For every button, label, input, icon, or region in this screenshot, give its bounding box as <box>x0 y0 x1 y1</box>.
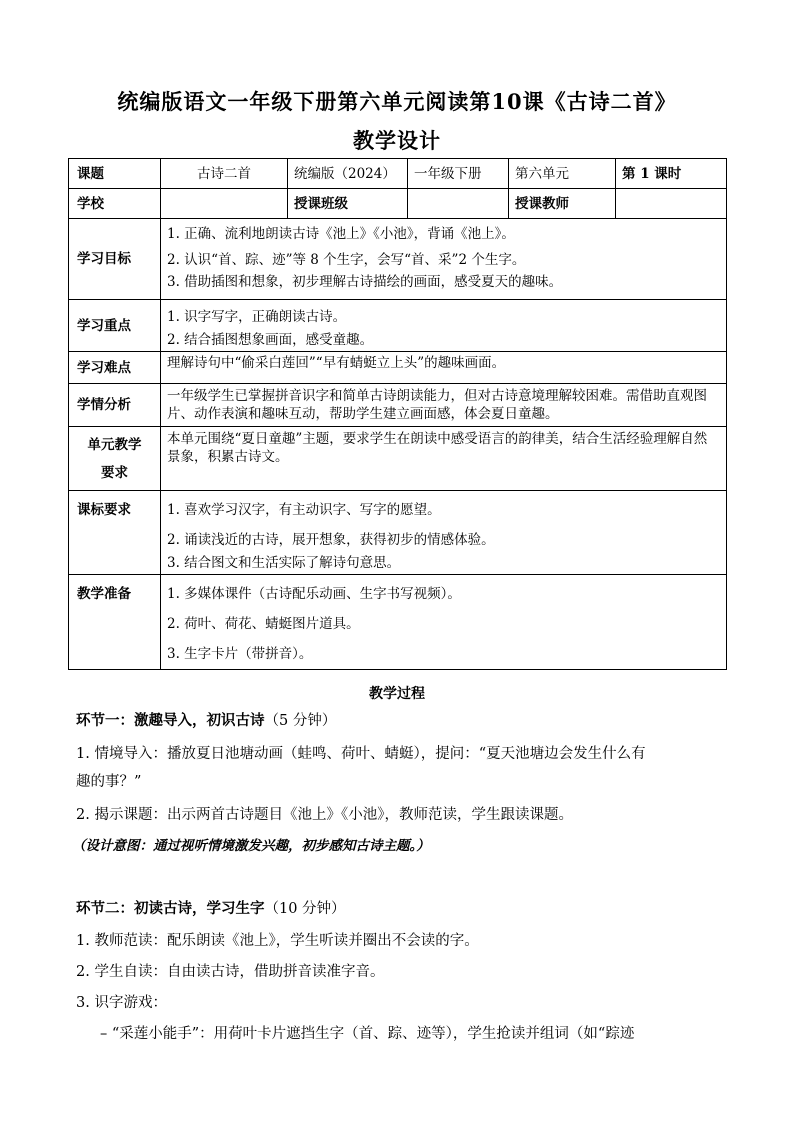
list-item: 2. 认识“首、踪、迹”等 8 个生字，会写“首、采”2 个生字。 <box>167 252 526 268</box>
paragraph: 2. 学生自读：自由读古诗，借助拼音读准字音。 <box>76 964 385 980</box>
process-heading: 教学过程 <box>369 686 425 702</box>
table-row <box>69 491 727 575</box>
section-two-heading: 环节二：初读古诗，学习生字（10 分钟） <box>76 900 346 917</box>
class-value <box>408 189 509 219</box>
unit-value: 第六单元 <box>509 159 616 189</box>
lesson-info-table <box>68 158 727 670</box>
teacher-value <box>616 189 727 219</box>
class-label: 授课班级 <box>288 189 408 219</box>
difficulty-content: 理解诗句中“偷采白莲回”“早有蜻蜓立上头”的趣味画面。 <box>161 352 727 384</box>
topic-label: 课题 <box>69 159 161 189</box>
document-title: 统编版语文一年级下册第六单元阅读第10课《古诗二首》 <box>117 89 677 114</box>
paragraph: 2. 揭示课题：出示两首古诗题目《池上》《小池》，教师范读，学生跟读课题。 <box>76 807 573 823</box>
design-note: （设计意图：通过视听情境激发兴趣，初步感知古诗主题。） <box>72 838 430 854</box>
paragraph: 趣的事？” <box>76 774 142 790</box>
table-row <box>69 427 727 491</box>
edition-value: 统编版（2024） <box>288 159 408 189</box>
topic-value: 古诗二首 <box>161 159 288 189</box>
unit-req-content: 本单元围绕“夏日童趣”主题，要求学生在朗读中感受语言的韵律美，结合生活经验理解自然景象，积累古诗文。 <box>161 427 727 491</box>
table-row <box>69 189 727 219</box>
teacher-label: 授课教师 <box>509 189 616 219</box>
school-value <box>161 189 288 219</box>
table-row <box>69 219 727 300</box>
paragraph: – “采莲小能手”：用荷叶卡片遮挡生字（首、踪、迹等），学生抢读并组词（如“踪迹 <box>100 1026 635 1042</box>
standard-content <box>161 491 727 575</box>
table-row <box>69 300 727 352</box>
document-subtitle: 教学设计 <box>353 128 441 153</box>
goals-content <box>161 219 727 300</box>
table-row <box>69 575 727 670</box>
list-item: 2. 荷叶、荷花、蜻蜓图片道具。 <box>167 616 360 632</box>
list-item: 2. 诵读浅近的古诗，展开想象，获得初步的情感体验。 <box>167 532 495 548</box>
paragraph: 1. 情境导入：播放夏日池塘动画（蛙鸣、荷叶、蜻蜓），提问：“夏天池塘边会发生什么有 <box>76 746 646 762</box>
table-row <box>69 352 727 384</box>
analysis-label: 学情分析 <box>69 384 161 427</box>
key-content <box>161 300 727 352</box>
key-label: 学习重点 <box>69 300 161 352</box>
list-item: 1. 正确、流利地朗读古诗《池上》《小池》，背诵《池上》。 <box>167 226 515 242</box>
list-item: 2. 结合插图想象画面，感受童趣。 <box>167 332 374 348</box>
standard-label: 课标要求 <box>69 491 161 575</box>
list-item: 3. 结合图文和生活实际了解诗句意思。 <box>167 555 401 571</box>
prep-label: 教学准备 <box>69 575 161 670</box>
grade-value: 一年级下册 <box>408 159 509 189</box>
table-row <box>69 159 727 189</box>
list-item: 3. 借助插图和想象，初步理解古诗描绘的画面，感受夏天的趣味。 <box>167 274 563 290</box>
list-item: 1. 喜欢学习汉字，有主动识字、写字的愿望。 <box>167 502 441 518</box>
period-value: 第 1 课时 <box>616 159 727 189</box>
school-label: 学校 <box>69 189 161 219</box>
goals-label: 学习目标 <box>69 219 161 300</box>
section-one-heading: 环节一：激趣导入，初识古诗（5 分钟） <box>76 712 337 729</box>
list-item: 1. 多媒体课件（古诗配乐动画、生字书写视频）。 <box>167 586 461 602</box>
unit-req-label: 单元教学 要求 <box>69 427 161 491</box>
table-row <box>69 384 727 427</box>
paragraph: 3. 识字游戏： <box>76 995 167 1011</box>
prep-content <box>161 575 727 670</box>
analysis-content: 一年级学生已掌握拼音识字和简单古诗朗读能力，但对古诗意境理解较困难。需借助直观图片、动作表演和趣味互动，帮助学生建立画面感，体会夏日童趣。 <box>161 384 727 427</box>
paragraph: 1. 教师范读：配乐朗读《池上》，学生听读并圈出不会读的字。 <box>76 933 479 949</box>
difficulty-label: 学习难点 <box>69 352 161 384</box>
list-item: 3. 生字卡片（带拼音）。 <box>167 646 313 662</box>
list-item: 1. 识字写字，正确朗读古诗。 <box>167 309 347 325</box>
